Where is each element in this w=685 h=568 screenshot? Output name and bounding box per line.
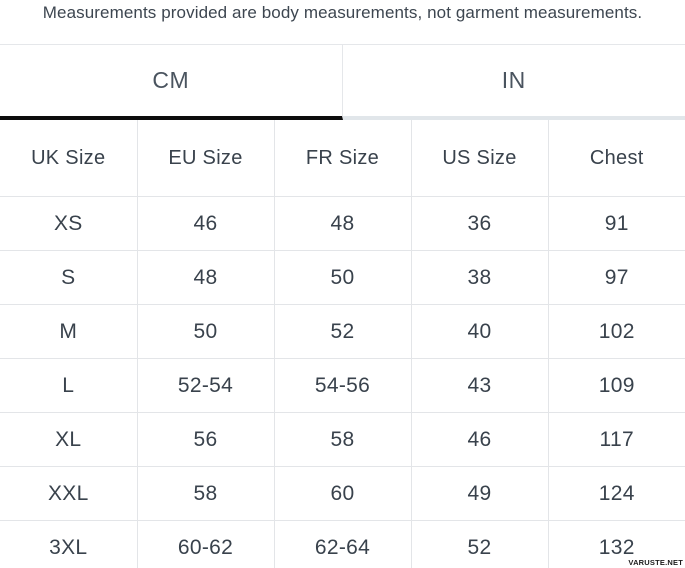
table-cell: 38	[411, 251, 548, 305]
table-header-row	[0, 120, 685, 197]
table-cell: 52-54	[137, 359, 274, 413]
table-cell: 132	[548, 521, 685, 568]
table-row	[0, 197, 685, 251]
table-row	[0, 413, 685, 467]
table-cell: 46	[137, 197, 274, 251]
table-cell: 40	[411, 305, 548, 359]
table-cell: 117	[548, 413, 685, 467]
table-cell: 60-62	[137, 521, 274, 568]
table-cell: 52	[411, 521, 548, 568]
table-cell: 102	[548, 305, 685, 359]
tab-cm[interactable]: CM	[0, 45, 343, 120]
column-header-us-size: US Size	[411, 120, 548, 197]
table-row	[0, 467, 685, 521]
table-cell: 124	[548, 467, 685, 521]
table-cell: XXL	[0, 467, 137, 521]
table-row	[0, 521, 685, 568]
table-cell: XS	[0, 197, 137, 251]
table-cell: 52	[274, 305, 411, 359]
column-header-chest: Chest	[548, 120, 685, 197]
table-cell: 50	[137, 305, 274, 359]
table-cell: 60	[274, 467, 411, 521]
table-row	[0, 305, 685, 359]
table-cell: 48	[274, 197, 411, 251]
table-cell: 48	[137, 251, 274, 305]
table-cell: 3XL	[0, 521, 137, 568]
unit-tabs	[0, 44, 685, 120]
tab-in[interactable]: IN	[343, 45, 685, 120]
table-cell: 56	[137, 413, 274, 467]
column-header-eu-size: EU Size	[137, 120, 274, 197]
table-cell: L	[0, 359, 137, 413]
table-cell: 109	[548, 359, 685, 413]
table-cell: 97	[548, 251, 685, 305]
table-cell: 54-56	[274, 359, 411, 413]
table-cell: 91	[548, 197, 685, 251]
table-cell: 46	[411, 413, 548, 467]
table-cell: 36	[411, 197, 548, 251]
table-cell: M	[0, 305, 137, 359]
table-cell: 58	[137, 467, 274, 521]
watermark: VARUSTE.NET	[628, 558, 683, 567]
table-row	[0, 251, 685, 305]
table-row	[0, 359, 685, 413]
column-header-fr-size: FR Size	[274, 120, 411, 197]
table-cell: XL	[0, 413, 137, 467]
table-cell: 58	[274, 413, 411, 467]
table-cell: 43	[411, 359, 548, 413]
table-cell: 49	[411, 467, 548, 521]
size-table	[0, 120, 685, 568]
disclaimer-text: Measurements provided are body measurements, not garment measurements.	[42, 3, 643, 22]
table-cell: S	[0, 251, 137, 305]
column-header-uk-size: UK Size	[0, 120, 137, 197]
table-cell: 50	[274, 251, 411, 305]
table-cell: 62-64	[274, 521, 411, 568]
